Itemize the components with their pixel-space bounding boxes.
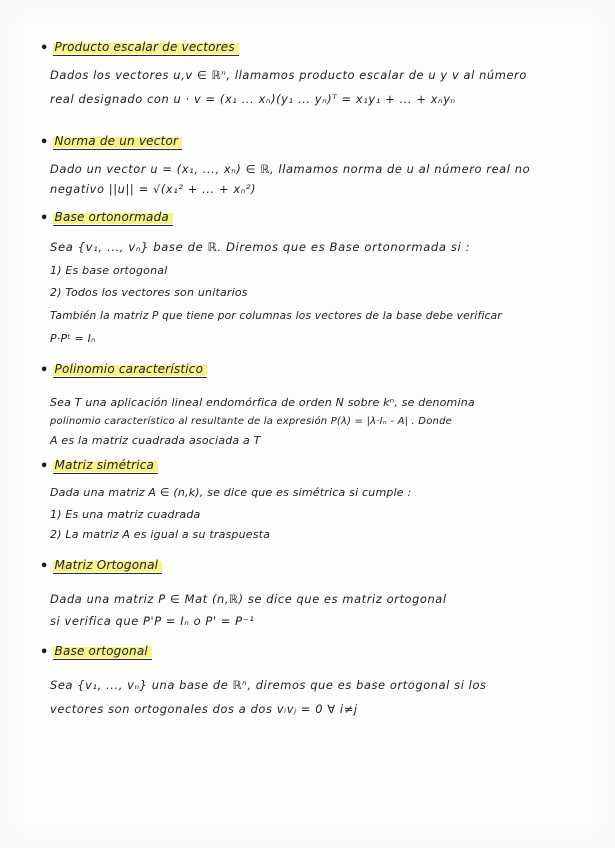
text-line: Sea {v₁, ..., vₙ} una base de ℝⁿ, diremos que es base ortogonal si los (50, 678, 487, 692)
text-line: real designado con u · v = (x₁ ... xₙ)(y₁ ... yₙ)ᵀ = x₁y₁ + ... + xₙyₙ (50, 92, 456, 106)
bullet-icon: • (40, 558, 49, 574)
section-title: Matriz Ortogonal (53, 558, 163, 574)
text-line: También la matriz P que tiene por columnas los vectores de la base debe verificar (50, 310, 502, 322)
text-line: si verifica que P'P = Iₙ o P' = P⁻¹ (50, 614, 255, 628)
section-title: Producto escalar de vectores (53, 40, 239, 56)
section-title: Polinomio característico (53, 362, 208, 378)
section-heading-base-ortonormada (40, 210, 173, 226)
section-title: Norma de un vector (53, 134, 183, 150)
text-line: Dado un vector u = (x₁, ..., xₙ) ∈ ℝ, llamamos norma de u al número real no (50, 162, 531, 176)
section-title: Base ortogonal (53, 644, 152, 660)
bullet-icon: • (40, 210, 49, 226)
bullet-icon: • (40, 458, 49, 474)
text-line: 2) Todos los vectores son unitarios (50, 286, 248, 299)
text-line: A es la matriz cuadrada asociada a T (50, 434, 261, 447)
text-line: Dada una matriz A ∈ (n,k), se dice que es simétrica si cumple : (50, 486, 412, 499)
text-line: 1) Es una matriz cuadrada (50, 508, 201, 521)
section-heading-matriz-ortogonal (40, 558, 162, 574)
text-line: vectores son ortogonales dos a dos vᵢvⱼ = 0 ∀ i≠j (50, 702, 358, 716)
text-line: polinomio característico al resultante de la expresión P(λ) = |λ·Iₙ - A| . Donde (50, 416, 452, 427)
section-title: Base ortonormada (53, 210, 173, 226)
section-heading-polinomio (40, 362, 207, 378)
section-heading-producto-escalar (40, 40, 239, 56)
section-heading-norma (40, 134, 182, 150)
text-line: 2) La matriz A es igual a su traspuesta (50, 528, 271, 541)
text-line: Sea T una aplicación lineal endomórfica de orden N sobre kⁿ, se denomina (50, 396, 475, 409)
text-line: negativo ||u|| = √(x₁² + ... + xₙ²) (50, 182, 257, 196)
bullet-icon: • (40, 40, 49, 56)
section-heading-matriz-simetrica (40, 458, 158, 474)
bullet-icon: • (40, 134, 49, 150)
text-line: 1) Es base ortogonal (50, 264, 168, 277)
bullet-icon: • (40, 644, 49, 660)
text-line: Dada una matriz P ∈ Mat (n,ℝ) se dice que es matriz ortogonal (50, 592, 447, 606)
text-line: Dados los vectores u,v ∈ ℝⁿ, llamamos producto escalar de u y v al número (50, 68, 527, 82)
section-title: Matriz simétrica (53, 458, 159, 474)
text-line: Sea {v₁, ..., vₙ} base de ℝ. Diremos que es Base ortonormada si : (50, 240, 471, 254)
text-line: P·Pᵗ = Iₙ (50, 332, 96, 345)
bullet-icon: • (40, 362, 49, 378)
section-heading-base-ortogonal (40, 644, 152, 660)
